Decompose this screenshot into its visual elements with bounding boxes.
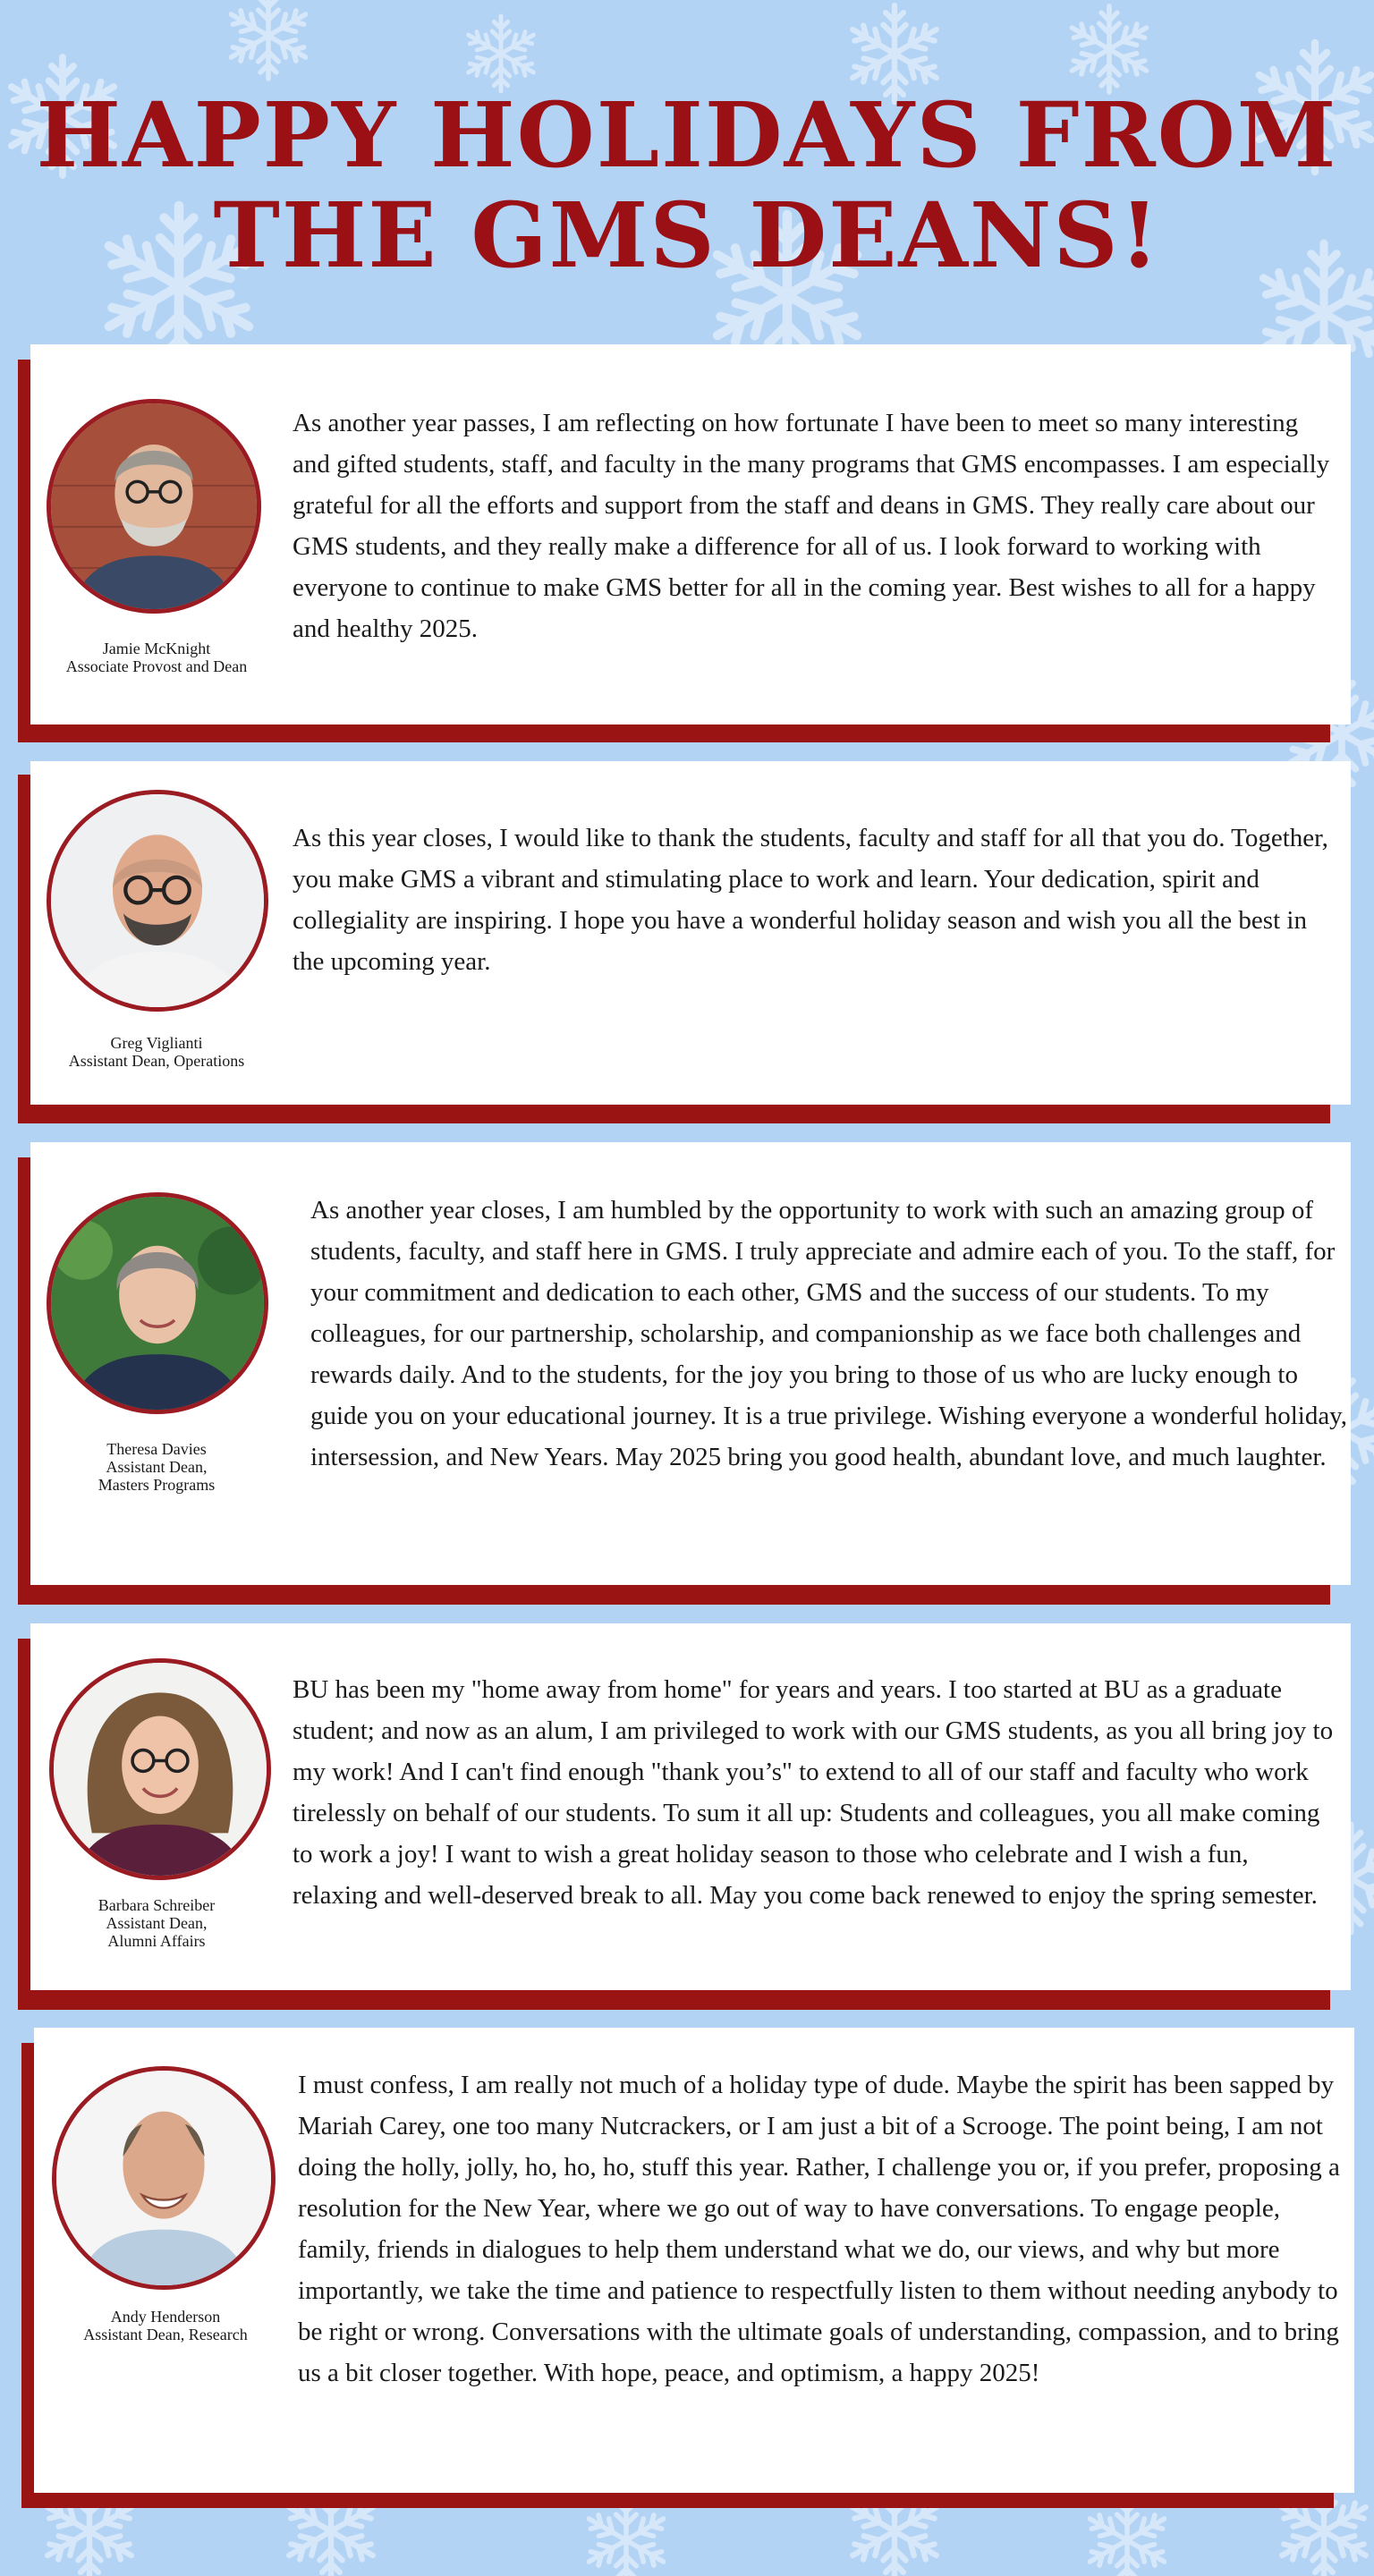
dean-name: Greg Viglianti (110, 1034, 203, 1052)
dean-name: Andy Henderson (110, 2308, 221, 2326)
page-title (0, 82, 1374, 288)
dean-title: Assistant Dean, Operations (68, 1052, 245, 1070)
avatar-icon (56, 2071, 271, 2285)
snowflake-icon (584, 2497, 668, 2576)
dean-photo-davies (47, 1192, 268, 1414)
dean-photo-viglianti (47, 790, 268, 1012)
dean-caption-mcknight (36, 640, 277, 675)
dean-title: Masters Programs (98, 1476, 216, 1494)
dean-caption-schreiber (36, 1896, 277, 1950)
dean-message-viglianti: As this year closes, I would like to thank the students, faculty and staff for all that you do. Together, you make GMS a vibrant and stimulating place to work and learn. Your dedication, spirit and collegiality are inspiring. I hope you have a wonderful holiday season and wish you all the best in the upcoming year. (293, 824, 1328, 976)
snowflake-icon (1067, 6, 1151, 92)
dean-photo-mcknight (47, 399, 261, 614)
dean-title: Associate Provost and Dean (65, 657, 248, 675)
dean-photo-henderson (52, 2066, 276, 2290)
avatar-icon (51, 1197, 264, 1410)
title-line-1: HAPPY HOLIDAYS FROM (36, 82, 1338, 188)
dean-title: Assistant Dean, Research (83, 2326, 248, 2343)
dean-message-mcknight: As another year passes, I am reflecting on how fortunate I have been to meet so many interesting and gifted students, staff, and faculty in the many programs that GMS encompasses. I am especially grateful for all the efforts and support from the staff and deans in GMS. They really care about our GMS students, and they really make a difference for all of us. I look forward to working with everyone to continue to make GMS better for all in the coming year. Best wishes to all for a happy and healthy 2025. (293, 409, 1330, 643)
snowflake-icon (226, 0, 310, 79)
snowflake-icon (1085, 2497, 1169, 2576)
dean-caption-davies (36, 1440, 277, 1494)
dean-name: Barbara Schreiber (98, 1896, 216, 1914)
dean-caption-henderson (45, 2308, 286, 2343)
dean-title: Assistant Dean, (106, 1458, 208, 1476)
dean-photo-schreiber (49, 1658, 271, 1880)
dean-message-schreiber: BU has been my "home away from home" for years and years. I too started at BU as a graduate student; and now as an alum, I am privileged to work with our GMS students, as you all bring joy to my work! And I can't find enough "thank you’s" to extend to all of our staff and faculty who work tirelessly on behalf of our students. To sum it all up: Students and colleagues, you all make coming to work a joy! I want to wish a great holiday season to those who celebrate and I wish a fun, relaxing and well-deserved break to all. May you come back renewed to enjoy the spring semester. (293, 1675, 1334, 1910)
dean-name: Theresa Davies (106, 1440, 207, 1458)
dean-caption-viglianti (36, 1034, 277, 1070)
avatar-icon (51, 794, 264, 1007)
dean-message-henderson: I must confess, I am really not much of a holiday type of dude. Maybe the spirit has been sapped by Mariah Carey, one too many Nutcrackers, or I am just a bit of a Scrooge. The point being, I am not doing the holly, jolly, ho, ho, ho, stuff this year. Rather, I challenge you or, if you prefer, proposing a resolution for the New Year, where we go out of way to have conversations. To engage people, family, friends in dialogues to help them understand what we do, our views, and why but more importantly, we take the time and patience to respectfully listen to them without needing anybody to be right or wrong. Conversations with the ultimate goals of understanding, compassion, and to bring us a bit closer together. With hope, peace, and optimism, a happy 2025! (298, 2071, 1340, 2387)
title-line-2: THE GMS DEANS! (213, 182, 1161, 288)
dean-message-davies: As another year closes, I am humbled by the opportunity to work with such an amazing group of students, faculty, and staff here in GMS. I truly appreciate and admire each of you. To the staff, for your commitment and dedication to each other, GMS and the success of our students. To my colleagues, for our partnership, scholarship, and companionship as we face both challenges and rewards daily. And to the students, for the joy you bring to those of us who are lucky enough to guide you on your educational journey. It is a true privilege. Wishing everyone a wonderful holiday, intersession, and New Years. May 2025 bring you good health, abundant love, and much laughter. (310, 1196, 1348, 1471)
avatar-icon (51, 403, 257, 609)
dean-name: Jamie McKnight (102, 640, 211, 657)
avatar-icon (54, 1663, 267, 1876)
snowflake-icon (464, 16, 539, 91)
dean-title: Assistant Dean, (106, 1914, 208, 1932)
dean-title: Alumni Affairs (107, 1932, 206, 1950)
